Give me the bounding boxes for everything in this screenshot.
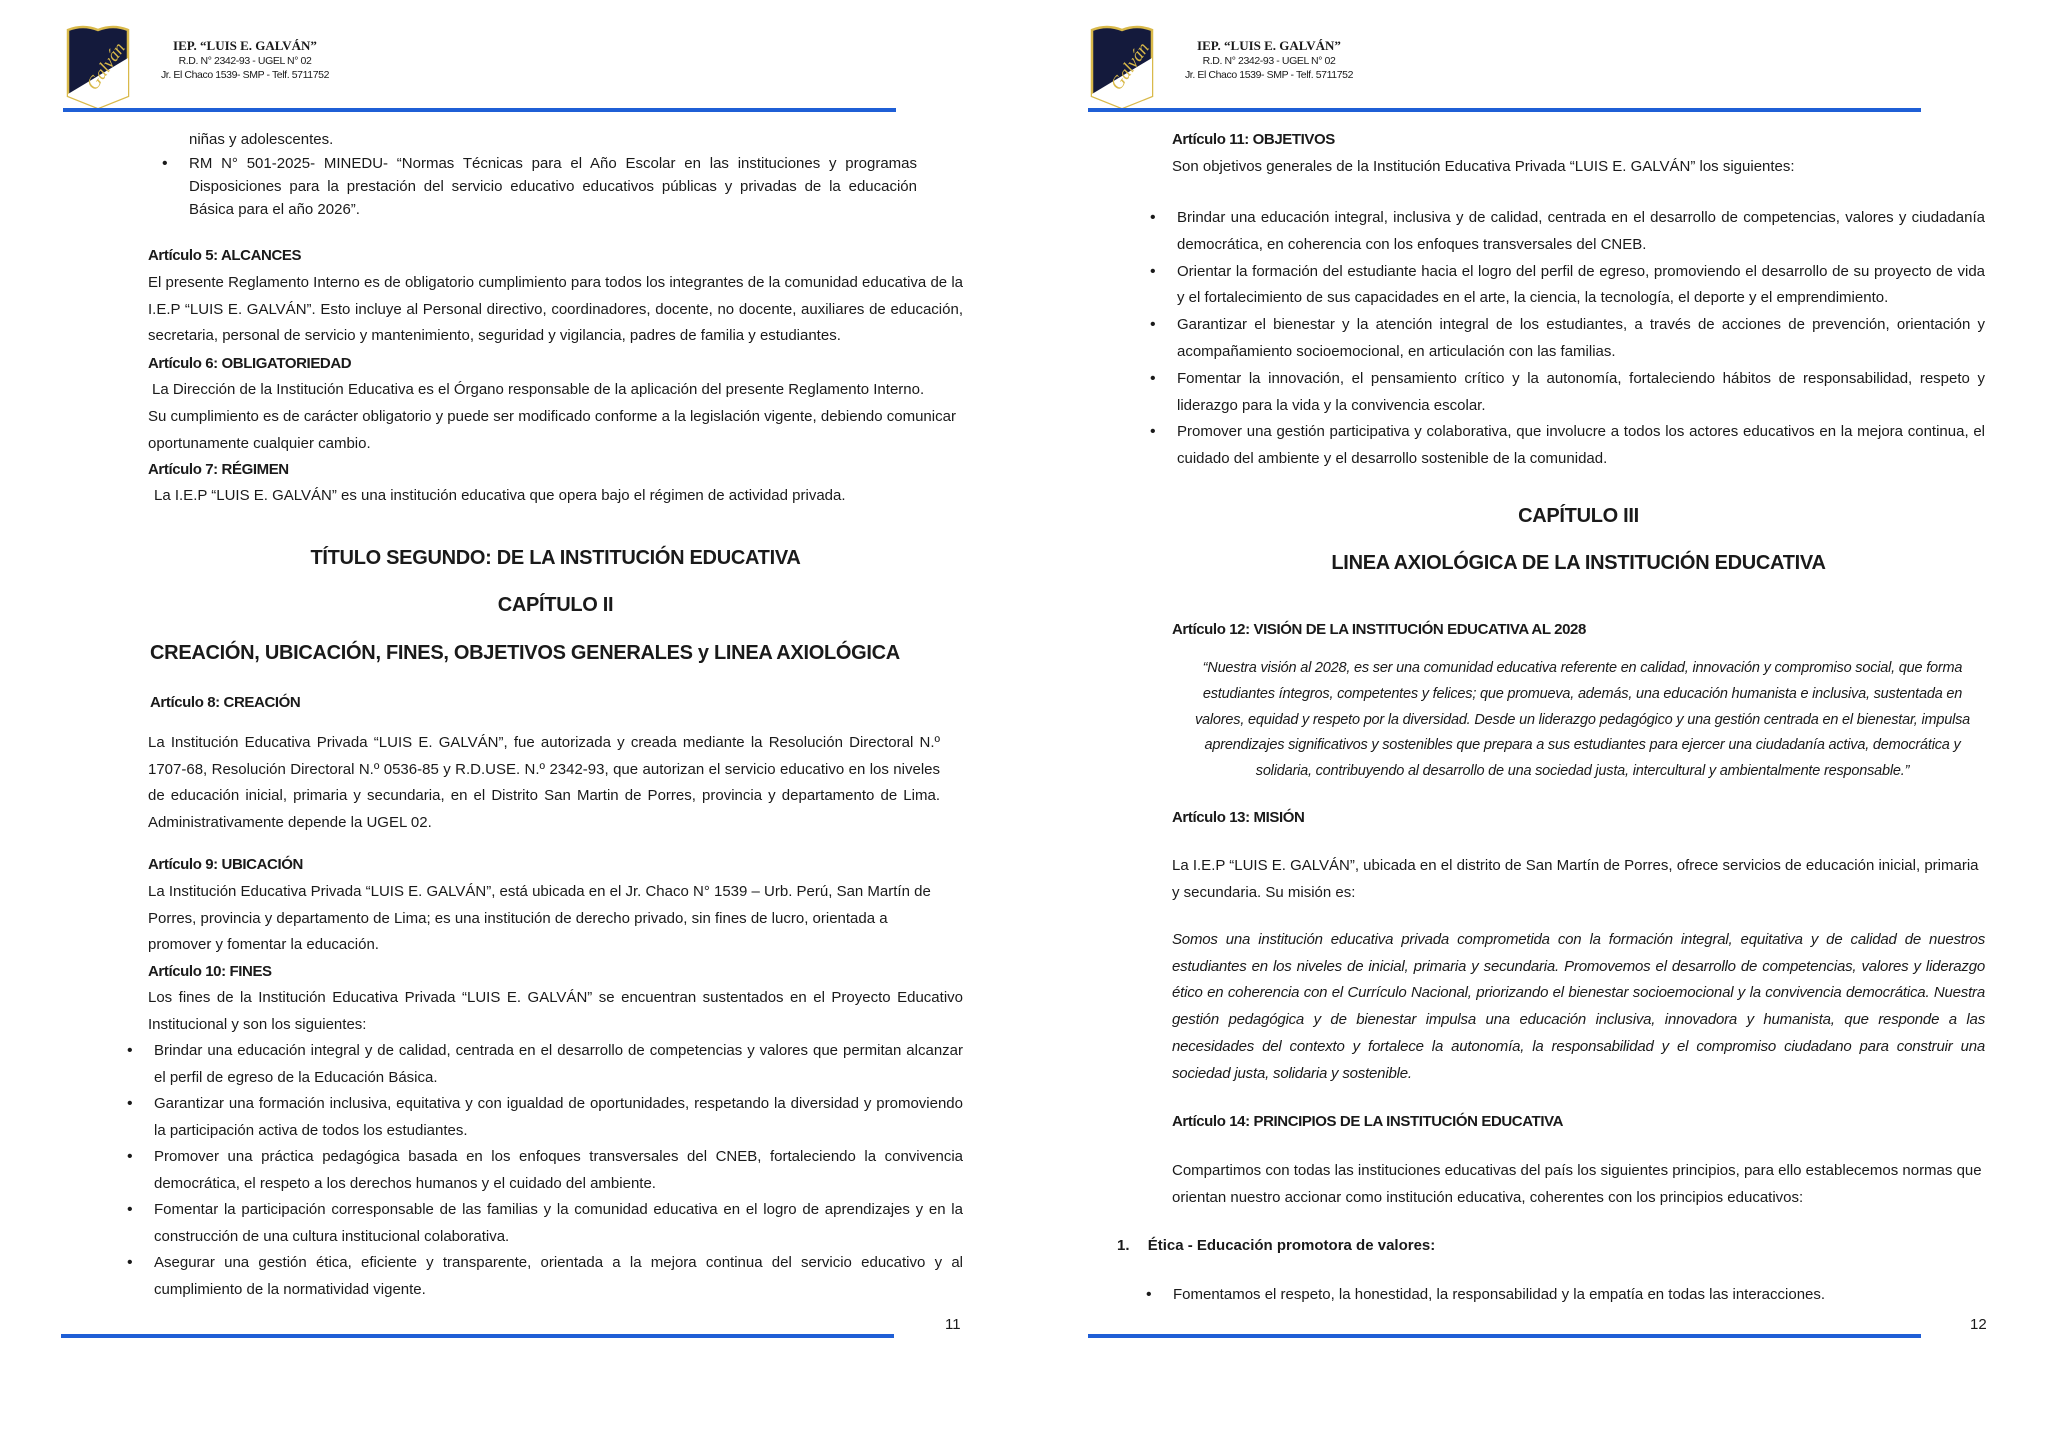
art8-title: Artículo 8: CREACIÓN: [150, 694, 301, 711]
list-item: • Fomentamos el respeto, la honestidad, la responsabilidad y la empatía en todas las interacciones.: [1173, 1282, 1985, 1309]
school-address: Jr. El Chaco 1539- SMP - Telf. 5711752: [1184, 69, 1354, 81]
footer-rule: [61, 1334, 894, 1338]
list-item: • Fomentar la innovación, el pensamiento crítico y la autonomía, fortaleciendo hábitos de responsabilidad, respeto y liderazgo para la vida y la convivencia escolar.: [1177, 366, 1985, 420]
vision-quote: “Nuestra visión al 2028, es ser una comunidad educativa referente en calidad, innovación y compromiso social, que forma estudiantes íntegros, competentes y felices; que promueva, además, una educación humanista e inclusiva, sustentada en valores, equidad y respeto por la diversidad. Desde un liderazgo pedagógico y una gestión centrada en el bienestar, impulsa aprendizajes significativos y sostenibles que prepara a sus estudiantes para ejercer una ciudadanía activa, democrática y solidaria, contribuyendo al desarrollo de una sociedad justa, intercultural y ambientalmente responsable.”: [1194, 660, 1971, 780]
art9-title: Artículo 9: UBICACIÓN: [148, 856, 303, 873]
art7-title: Artículo 7: RÉGIMEN: [148, 461, 289, 478]
fines-list: [154, 1038, 963, 1303]
list-item: • Fomentar la participación corresponsable de las familias y la comunidad educativa en el logro de aprendizajes y en la construcción de una cultura institucional colaborativa.: [154, 1197, 963, 1250]
art11-text: Son objetivos generales de la Institución Educativa Privada “LUIS E. GALVÁN” los siguientes:: [1172, 158, 1795, 175]
list-item: • Orientar la formación del estudiante hacia el logro del perfil de egreso, promoviendo el desarrollo de su proyecto de vida y el fortalecimiento de sus capacidades en el arte, la ciencia, la tecnología, el deporte y el emprendimiento.: [1177, 259, 1985, 313]
page-12: [1024, 0, 2048, 1448]
rm-list: [189, 152, 917, 221]
art7-text: La I.E.P “LUIS E. GALVÁN” es una institución educativa que opera bajo el régimen de actividad privada.: [154, 487, 846, 504]
art8-text: La Institución Educativa Privada “LUIS E. GALVÁN”, fue autorizada y creada mediante la Resolución Directoral N.º 1707-68, Resolución Directoral N.º 0536-85 y R.D.USE. N.º 2342-93, que autorizan el servicio educativo en los niveles de educación inicial, primaria y secundaria, en el Distrito San Martin de Porres, provincia y departamento de Lima. Administrativamente depende la UGEL 02.: [148, 734, 940, 832]
school-address: Jr. El Chaco 1539- SMP - Telf. 5711752: [160, 69, 330, 81]
capitulo-heading: CAPÍTULO II: [497, 594, 614, 616]
principle-title: Ética - Educación promotora de valores:: [1147, 1237, 1436, 1254]
school-name: IEP. “LUIS E. GALVÁN”: [1197, 38, 1341, 53]
school-name: IEP. “LUIS E. GALVÁN”: [173, 38, 317, 53]
art10-text: Los fines de la Institución Educativa Privada “LUIS E. GALVÁN” se encuentran sustentados en el Proyecto Educativo Institucional y son los siguientes:: [148, 989, 963, 1033]
school-resolution: R.D. N° 2342-93 - UGEL N° 02: [178, 55, 312, 67]
svg-text:Galván: Galván: [1106, 38, 1154, 94]
art14-text: Compartimos con todas las instituciones educativas del país los siguientes principios, para ello establecemos normas que orientan nuestro accionar como institución educativa, coherentes con los principios educativos:: [1172, 1162, 1982, 1206]
capitulo-title: CREACIÓN, UBICACIÓN, FINES, OBJETIVOS GENERALES y LINEA AXIOLÓGICA: [150, 642, 900, 664]
art11-title: Artículo 11: OBJETIVOS: [1172, 131, 1335, 148]
art6-line1: La Dirección de la Institución Educativa es el Órgano responsable de la aplicación del presente Reglamento Interno.: [152, 381, 925, 398]
art12-title: Artículo 12: VISIÓN DE LA INSTITUCIÓN EDUCATIVA AL 2028: [1172, 621, 1586, 638]
principle-list: [1173, 1282, 1985, 1309]
list-item: • Garantizar una formación inclusiva, equitativa y con igualdad de oportunidades, respetando la diversidad y promoviendo la participación activa de todos los estudiantes.: [154, 1091, 963, 1144]
header-rule: [1088, 108, 1921, 112]
art14-title: Artículo 14: PRINCIPIOS DE LA INSTITUCIÓN EDUCATIVA: [1172, 1113, 1564, 1130]
art5-text: El presente Reglamento Interno es de obligatorio cumplimiento para todos los integrantes de la comunidad educativa de la I.E.P “LUIS E. GALVÁN”. Esto incluye al Personal directivo, coordinadores, docente, no docente, auxiliares de educación, secretaria, personal de servicio y mantenimiento, seguridad y vigilancia, padres de familia y estudiantes.: [148, 274, 963, 345]
svg-text:Galván: Galván: [82, 38, 130, 94]
school-crest-logo: [65, 24, 131, 108]
list-item: • Brindar una educación integral y de calidad, centrada en el desarrollo de competencias y valores que permitan alcanzar el perfil de egreso de la Educación Básica.: [154, 1038, 963, 1091]
list-item: • Asegurar una gestión ética, eficiente y transparente, orientada a la mejora continua del servicio educativo y al cumplimiento de la normatividad vigente.: [154, 1250, 963, 1303]
art13-title: Artículo 13: MISIÓN: [1172, 809, 1305, 826]
page-header: [1164, 38, 1374, 82]
footer-rule: [1088, 1334, 1921, 1338]
header-rule: [63, 108, 896, 112]
principle-heading: [1117, 1233, 1435, 1260]
school-crest-logo: [1089, 24, 1155, 108]
art6-line2: Su cumplimiento es de carácter obligatorio y puede ser modificado conforme a la legislación vigente, debiendo comunicar oportunamente cualquier cambio.: [148, 408, 956, 452]
continuation-text: niñas y adolescentes.: [189, 131, 334, 148]
titulo-heading: TÍTULO SEGUNDO: DE LA INSTITUCIÓN EDUCATIVA: [310, 547, 801, 569]
art13-text: La I.E.P “LUIS E. GALVÁN”, ubicada en el distrito de San Martín de Porres, ofrece servicios de educación inicial, primaria y secundaria. Su misión es:: [1172, 857, 1979, 901]
list-item: • Promover una práctica pedagógica basada en los enfoques transversales del CNEB, fortaleciendo la convivencia democrática, el respeto a los derechos humanos y el cuidado del ambiente.: [154, 1144, 963, 1197]
art9-text: La Institución Educativa Privada “LUIS E. GALVÁN”, está ubicada en el Jr. Chaco N° 1539 – Urb. Perú, San Martín de Porres, provincia y departamento de Lima; es una institución de derecho privado, sin fines de lucro, orientada a promover y fomentar la educación.: [148, 883, 931, 954]
mision-text: Somos una institución educativa privada comprometida con la formación integral, equitativa y de calidad de nuestros estudiantes en los niveles de inicial, primaria y secundaria. Promovemos el desarrollo de competencias, valores y liderazgo ético en coherencia con el Currículo Nacional, priorizando el bienestar socioemocional y la convivencia democrática. Nuestra gestión pedagógica y de bienestar impulsa una educación inclusiva, innovadora y humanista, que responde a las necesidades del contexto y fortalece la autonomía, la responsabilidad y el compromiso ciudadano para construir una sociedad justa, solidaria y sostenible.: [1172, 931, 1985, 1082]
art5-title: Artículo 5: ALCANCES: [148, 247, 302, 264]
list-item: • Promover una gestión participativa y colaborativa, que involucre a todos los actores educativos en la mejora continua, el cuidado del ambiente y el desarrollo sostenible de la comunidad.: [1177, 419, 1985, 473]
capitulo-heading: CAPÍTULO III: [1518, 505, 1639, 527]
page-number: 11: [945, 1316, 961, 1333]
list-item: • Garantizar el bienestar y la atención integral de los estudiantes, a través de acciones de prevención, orientación y acompañamiento socioemocional, en articulación con las familias.: [1177, 312, 1985, 366]
page-number: 12: [1970, 1316, 1987, 1333]
capitulo-title: LINEA AXIOLÓGICA DE LA INSTITUCIÓN EDUCATIVA: [1331, 552, 1826, 574]
list-item: • Brindar una educación integral, inclusiva y de calidad, centrada en el desarrollo de competencias, valores y ciudadanía democrática, en coherencia con los enfoques transversales del CNEB.: [1177, 205, 1985, 259]
school-resolution: R.D. N° 2342-93 - UGEL N° 02: [1202, 55, 1336, 67]
art10-title: Artículo 10: FINES: [148, 963, 272, 980]
principle-number: 1.: [1117, 1237, 1130, 1254]
list-item: • RM N° 501-2025- MINEDU- “Normas Técnicas para el Año Escolar en las instituciones y programas Disposiciones para la prestación del servicio educativo educativos públicas y privadas de la educación Básica para el año 2026”.: [189, 152, 917, 221]
art6-title: Artículo 6: OBLIGATORIEDAD: [148, 355, 352, 372]
objetivos-list: [1177, 205, 1985, 473]
page-header: [140, 38, 350, 82]
